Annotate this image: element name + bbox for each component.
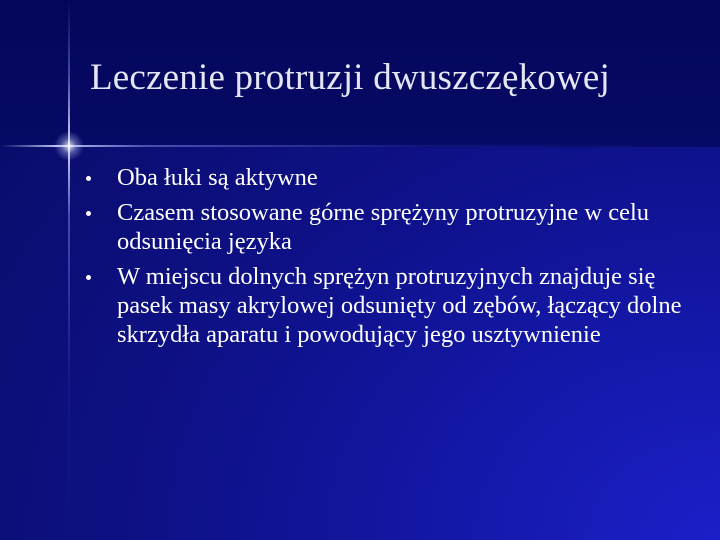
bullet-list (86, 163, 686, 355)
bullet-dot-icon (86, 211, 91, 216)
bullet-item (86, 163, 686, 192)
slide-title: Leczenie protruzji dwuszczękowej (90, 57, 611, 98)
bullet-item (86, 262, 686, 349)
bullet-dot-icon (86, 275, 91, 280)
bullet-text: Oba łuki są aktywne (117, 164, 318, 191)
vertical-accent-line (68, 0, 70, 540)
bullet-text: Czasem stosowane górne sprężyny protruzyjne w celu odsunięcia języka (117, 199, 650, 255)
bullet-item (86, 198, 686, 256)
bullet-text: W miejscu dolnych sprężyn protruzyjnych znajduje się pasek masy akrylowej odsunięty od zębów, łączący dolne skrzydła aparatu i powodujący jego usztywnienie (117, 263, 682, 348)
star-glow-icon (54, 131, 84, 161)
horizontal-accent-line (0, 145, 720, 147)
bullet-dot-icon (86, 176, 91, 181)
